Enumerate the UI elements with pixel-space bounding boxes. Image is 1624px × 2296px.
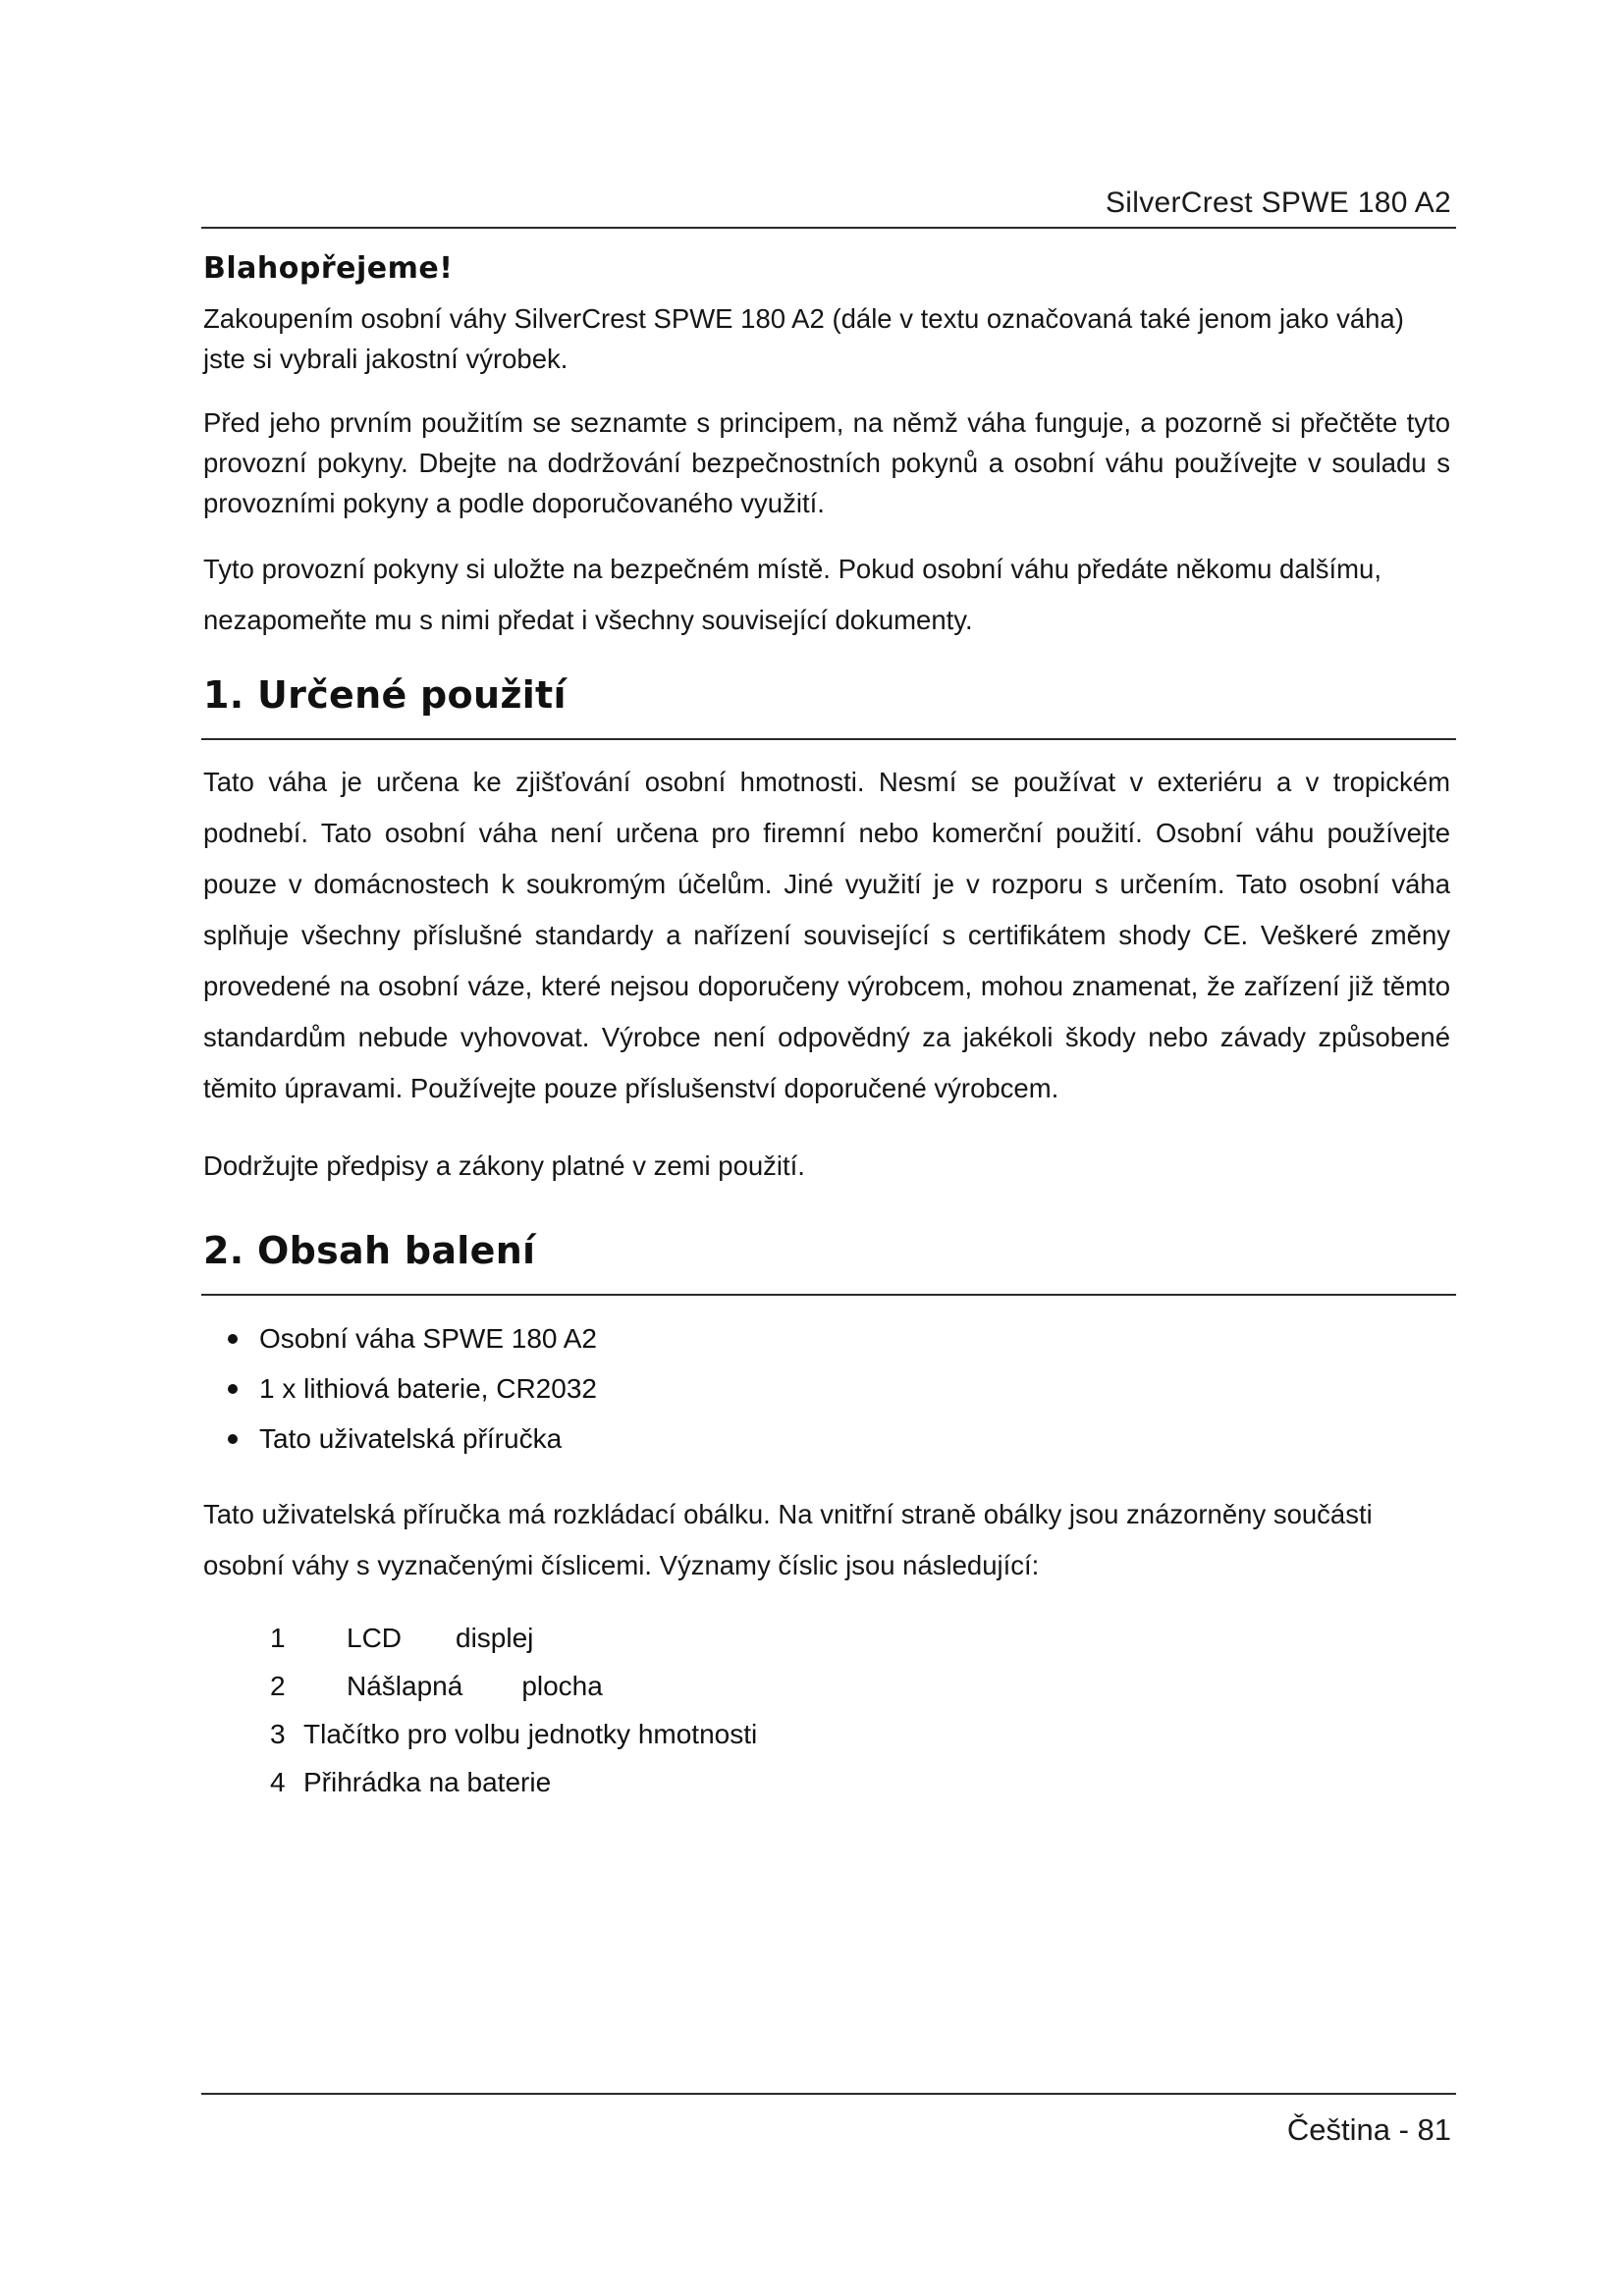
section-2-rule [201,1294,1456,1296]
list-item [228,1363,597,1414]
parts-legend-item [270,1758,757,1806]
list-item-text: 1 x lithiová baterie, CR2032 [259,1372,597,1404]
parts-legend-item [270,1662,757,1710]
section-1-paragraph-2: Dodržujte předpisy a zákony platné v zemi použití. [203,1150,805,1181]
parts-legend-item [270,1710,757,1758]
part-label: LCD [347,1622,403,1653]
section-2-paragraph: Tato uživatelská příručka má rozkládací obálku. Na vnitřní straně obálky jsou znázorněny součásti osobní váhy s vyznačenými číslicemi. Významy číslic jsou následující: [203,1499,1373,1580]
intro-paragraph-3: Tyto provozní pokyny si uložte na bezpečném místě. Pokud osobní váhu předáte někomu dalšímu, nezapomeňte mu s nimi předat i všechny související dokumenty. [203,554,1381,635]
list-item-text: Tato uživatelská příručka [259,1422,563,1454]
running-header: SilverCrest SPWE 180 A2 [1105,187,1451,219]
section-1-paragraph: Tato váha je určena ke zjišťování osobní hmotnosti. Nesmí se používat v exteriéru a v tropickém podnebí. Tato osobní váha není určena pro firemní nebo komerční použití. Osobní váhu používejte pouze v domácnostech k soukromým účelům. Jiné využití je v rozporu s určením. Tato osobní váha splňuje všechny příslušné standardy a nařízení související s certifikátem shody CE. Veškeré změny provedené na osobní váze, které nejsou doporučeny výrobcem, mohou znamenat, že zařízení již těmto standardům nebude vyhovovat. Výrobce není odpovědný za jakékoli škody nebo závady způsobené těmito úpravami. Používejte pouze příslušenství doporučené výrobcem. [203,767,1450,1103]
section-2-heading: 2. Obsah balení [203,1229,536,1272]
list-item [228,1414,597,1464]
part-number: 2 [270,1670,286,1701]
part-number: 3 [270,1718,286,1749]
section-1-heading: 1. Určené použití [203,673,567,717]
header-rule [201,227,1456,229]
intro-paragraph-1: Zakoupením osobní váhy SilverCrest SPWE 180 A2 (dále v textu označovaná také jenom jako váha) jste si vybrali jakostní výrobek. [203,303,1404,374]
bullet-icon [228,1434,238,1444]
intro-heading: Blahopřejeme! [203,251,454,286]
bullet-icon [228,1384,238,1394]
part-label: Nášlapná [347,1670,463,1701]
parts-legend-item [270,1614,757,1662]
intro-paragraph-2: Před jeho prvním použitím se seznamte s principem, na němž váha funguje, a pozorně si přečtěte tyto provozní pokyny. Dbejte na dodržování bezpečnostních pokynů a osobní váhu používejte v souladu s provozními pokyny a podle doporučovaného využití. [203,407,1450,518]
part-number: 1 [270,1622,286,1653]
section-1-rule [201,738,1456,740]
part-label: Přihrádka na baterie [303,1766,552,1797]
part-label: displej [456,1622,534,1653]
list-item-text: Osobní váha SPWE 180 A2 [259,1322,597,1354]
list-item [228,1313,597,1363]
parts-legend-list [270,1614,757,1806]
part-label: plocha [521,1670,603,1701]
page-number: Čeština - 81 [1286,2112,1451,2147]
footer-rule [201,2093,1456,2095]
bullet-icon [228,1334,238,1344]
package-contents-list [228,1313,597,1464]
part-label: Tlačítko pro volbu jednotky hmotnosti [303,1718,758,1749]
part-number: 4 [270,1766,286,1797]
